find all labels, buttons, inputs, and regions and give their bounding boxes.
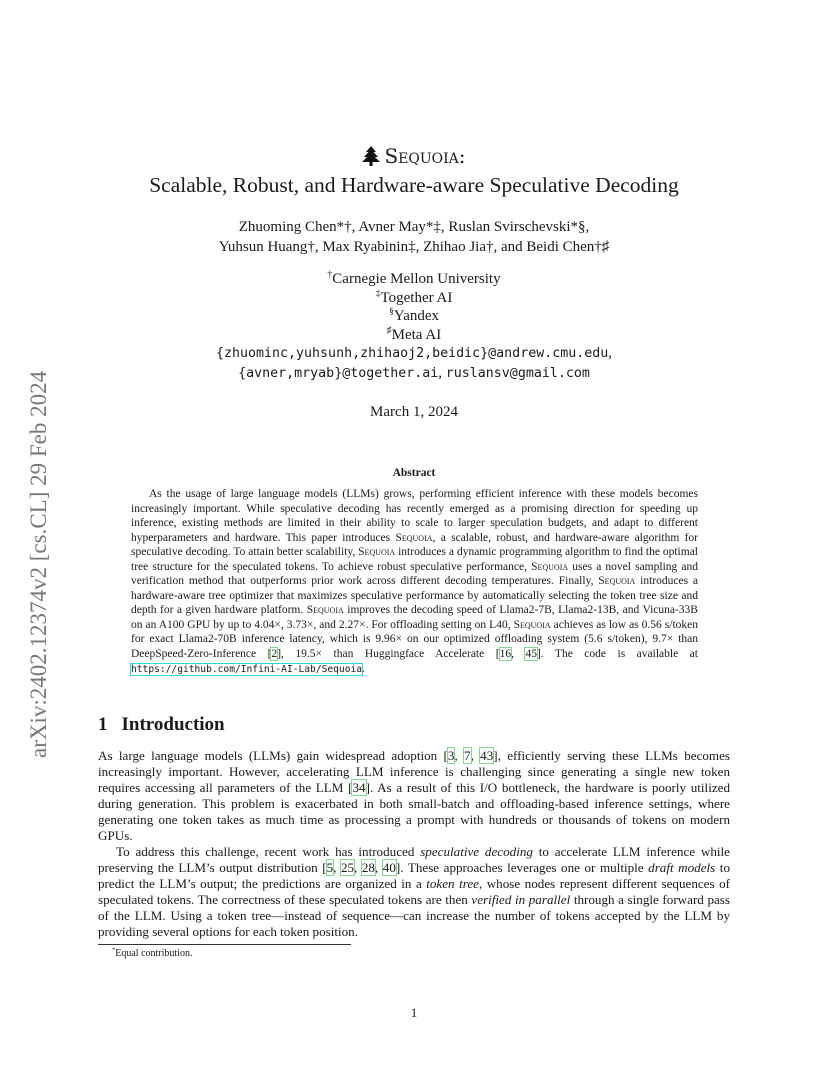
affiliation-yandex: §Yandex [388,306,440,325]
intro-paragraph-1: As large language models (LLMs) gain widespread adoption [3, 7, 43], efficiently serving these LLMs becomes increasingly important. However, accelerating LLM inference is challenging since generating a single new token requires accessing all parameters of the LLM [34]. As a result of this I/O bottleneck, the hardware is poorly utilized during generation. This problem is exacerbated in both small-batch and offloading-based inference settings, where generating one token takes as much time as processing a prompt with hundreds or thousands of tokens on modern GPUs. [98,748,731,844]
section-title: Introduction [121,714,225,735]
footnote [112,948,192,959]
citation-link[interactable]: 28 [361,860,375,876]
affiliation-together: ‡Together AI [375,287,453,306]
section-number: 1 [98,714,108,735]
affiliations [100,270,728,384]
abstract-heading: Abstract [392,467,436,479]
page-number: 1 [410,1005,418,1020]
citation-link[interactable]: 7 [464,748,471,763]
abstract-body: As the usage of large language models (LLMs) grows, performing efficient inference with these models becomes increasingly important. While speculative decoding has recently emerged as a promising direction for speeding up inference, existing methods are limited in their ability to scale to larger speculation budgets, and adapt to different hyperparameters and hardware. This paper introduces Sequoia, a scalable, robust, and hardware-aware algorithm for speculative decoding. To attain better scalability, Sequoia introduces a dynamic programming algorithm to find the optimal tree structure for the speculated tokens. To achieve robust speculative performance, Sequoia uses a novel sampling and verification method that outperforms prior work across different decoding temperatures. Finally, Sequoia introduces a hardware-aware tree optimizer that maximizes speculative performance by automatically selecting the token tree size and depth for a given hardware platform. Sequoia improves the decoding speed of Llama2-7B, Llama2-13B, and Vicuna-33B on an A100 GPU by up to 4.04×, 3.73×, and 2.27×. For offloading setting on L40, Sequoia achieves as low as 0.56 s/token for exact Llama2-70B inference latency, which is 9.96× on our optimized offloading system (5.6 s/token), 9.7× than DeepSpeed-Zero-Inference [2], 19.5× than Huggingface Accelerate [16, 45]. The code is available at https://github.com/Infini-AI-Lab/Sequoia. [131,488,699,675]
section-heading [98,714,225,736]
author-list [100,217,728,257]
title-line [100,143,728,169]
paper-subtitle: Scalable, Robust, and Hardware-aware Speculative Decoding [149,173,679,197]
citation-link[interactable]: 45 [525,648,537,661]
citation-link[interactable]: 34 [352,780,366,796]
arxiv-stamp [22,290,54,760]
project-name: Sequoia [384,144,459,168]
email-line-2: {avner,mryab}@together.ai, ruslansv@gmail.com [238,364,590,381]
author-line-1: Zhuoming Chen*†, Avner May*‡, Ruslan Svirschevski*§, [238,219,590,235]
email-gmail[interactable]: ruslansv@gmail.com [445,365,590,381]
footnote-text: Equal contribution. [115,948,193,959]
tree-icon [362,146,380,166]
intro-paragraph-2: To address this challenge, recent work has introduced speculative decoding to accelerate LLM inference while preserving the LLM’s output distribution [5, 25, 28, 40]. These approaches leverages one or multiple draft models to predict the LLM’s output; the predictions are organized in a token tree, whose nodes represent different sequences of speculated tokens. The correctness of these speculated tokens are then verified in parallel through a single forward pass of the LLM. Using a token tree—instead of sequence—can increase the number of tokens accepted by the LLM by providing several options for each token position. [98,844,730,940]
affiliation-cmu: †Carnegie Mellon University [327,269,501,287]
citation-link[interactable]: 3 [447,748,455,763]
email-together[interactable]: {avner,mryab}@together.ai [238,365,439,381]
email-cmu[interactable]: {zhuominc,yuhsunh,zhihaoj2,beidic}@andrew.cmu.edu [215,346,609,362]
publication-date: March 1, 2024 [370,404,458,420]
email-line-1: {zhuominc,yuhsunh,zhihaoj2,beidic}@andrew.cmu.edu, [215,345,612,362]
title-block [100,143,728,199]
code-url-link[interactable]: https://github.com/Infini-AI-Lab/Sequoia [131,663,363,675]
author-line-2: Yuhsun Huang†, Max Ryabinin‡, Zhihao Jia†, and Beidi Chen†♯ [218,239,610,255]
footnote-rule [98,944,351,945]
citation-link[interactable]: 25 [340,860,355,876]
title-colon: : [458,144,466,168]
citation-link[interactable]: 16 [499,648,512,661]
citation-link[interactable]: 2 [271,648,278,661]
citation-link[interactable]: 43 [480,748,494,763]
citation-link[interactable]: 5 [326,860,334,876]
citation-link[interactable]: 40 [382,860,396,876]
footnote-mark: * [112,946,116,954]
affiliation-meta: ♯Meta AI [386,324,442,343]
arxiv-id-text: arXiv:2402.12374v2 [cs.CL] 29 Feb 2024 [26,370,51,758]
